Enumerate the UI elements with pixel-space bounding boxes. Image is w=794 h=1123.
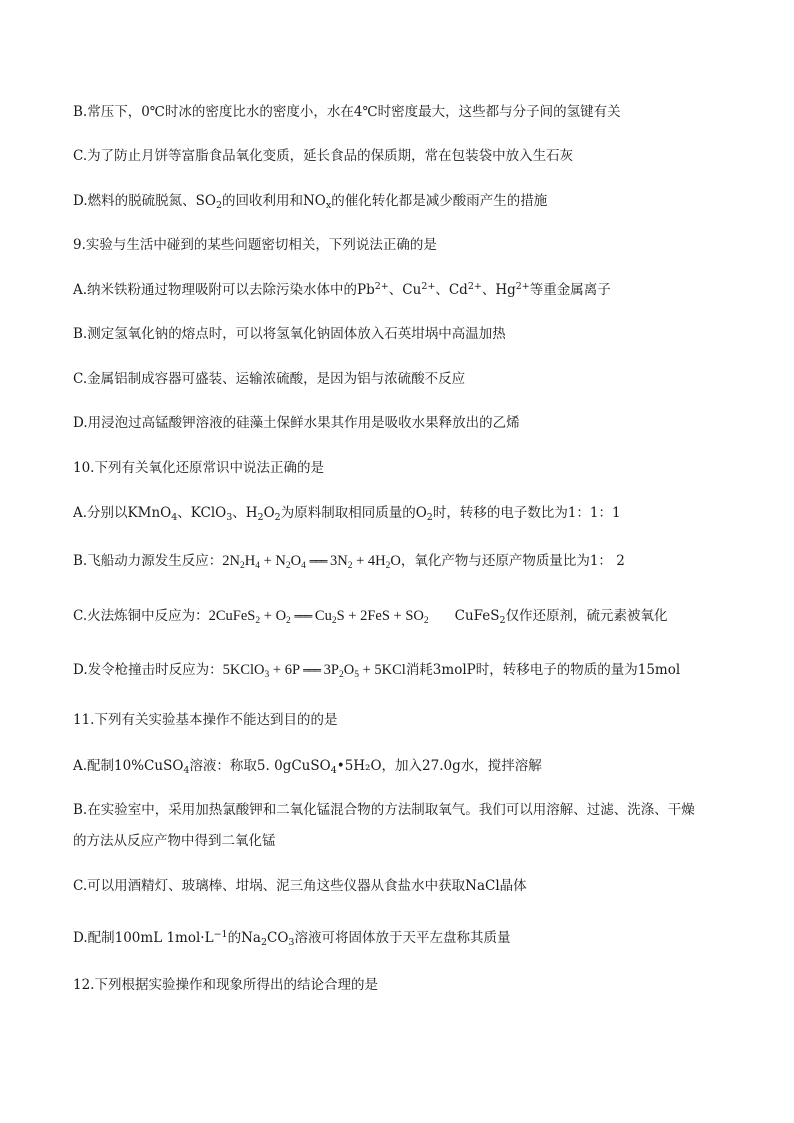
option-8d: D.燃料的脱硫脱氮、$SO_2$的回收利用和$NO_x$的催化转化都是减少酸雨产生的措施 [73, 193, 548, 211]
option-9b: B.测定氢氧化钠的熔点时，可以将氢氧化钠固体放入石英坩埚中高温加热 [73, 326, 506, 342]
equals-sign: ═══ [309, 555, 327, 568]
option-11b-line2: 的方法从反应产物中得到二氧化锰 [73, 833, 276, 849]
option-10b: B.飞船动力源发生反应：$2N_2H_4 + N_2O_4$ ═══ $3N_2 + 4H_2O$，氧化产物与还原产物质量比为1： 2 [73, 553, 625, 571]
option-8b: B.常压下，0℃时冰的密度比水的密度小，水在4℃时密度最大，这些都与分子间的氢键有关 [73, 104, 621, 120]
option-10a: A.分别以KMnO$_4$、KClO$_3$、$H_2O_2$为原料制取相同质量的$O_2$时，转移的电子数比为1：1：1 [73, 505, 621, 523]
question-12: 12.下列根据实验操作和现象所得出的结论合理的是 [73, 977, 378, 993]
equals-sign: ═══ [294, 610, 312, 623]
option-11d: D.配制100mL $1mol\cdot L^{-1}$的$Na_2CO_3$溶液可将固体放于天平左盘称其质量 [73, 929, 511, 948]
option-9d: D.用浸泡过高锰酸钾溶液的硅藻土保鲜水果其作用是吸收水果释放出的乙烯 [73, 415, 520, 431]
equation-d10: 5KClO$_3$ + 6P ═══ $3P_2O_5 + 5KCl$ [222, 662, 406, 680]
option-9a: A.纳米铁粉通过物理吸附可以去除污染水体中的$Pb^{2+}$、$Cu^{2+}$、$Cd^{2+}$、$Hg^{2+}$等重金属离子 [73, 281, 611, 298]
equation-c10: 2CuFeS$_2$ + $O_2$ ═══ $Cu_2S + 2FeS + SO_2$ [208, 608, 429, 626]
option-11a: A.配制10%CuSO$_4$溶液：称取5. 0gCuSO$_4$•5H₂O，加入27.0g水，搅拌溶解 [73, 758, 542, 776]
question-11: 11.下列有关实验基本操作不能达到目的的是 [73, 712, 338, 728]
option-11b-line1: B.在实验室中，采用加热氯酸钾和二氧化锰混合物的方法制取氧气。我们可以用溶解、过滤、洗涤、干燥 [73, 802, 695, 818]
option-8c: C.为了防止月饼等富脂食品氧化变质，延长食品的保质期，常在包装袋中放入生石灰 [73, 148, 574, 164]
question-9: 9.实验与生活中碰到的某些问题密切相关，下列说法正确的是 [73, 237, 437, 253]
option-10c: C.火法炼铜中反应为：2CuFeS$_2$ + $O_2$ ═══ $Cu_2S + 2FeS + SO_2$ CuFeS$_2$仅作还原剂，硫元素被氧化 [73, 608, 668, 626]
option-9c: C.金属铝制成容器可盛装、运输浓硫酸，是因为铝与浓硫酸不反应 [73, 371, 466, 387]
question-10: 10.下列有关氧化还原常识中说法正确的是 [73, 460, 324, 476]
equals-sign: ═══ [303, 664, 321, 677]
option-10d: D.发令枪撞击时反应为：5KClO$_3$ + 6P ═══ $3P_2O_5 + 5KCl$消耗3molP时，转移电子的物质的量为15mol [73, 662, 681, 680]
option-11c: C.可以用酒精灯、玻璃棒、坩埚、泥三角这些仪器从食盐水中获取NaCl晶体 [73, 878, 527, 894]
equation-b10: $2N_2H_4 + N_2O_4$ ═══ $3N_2 + 4H_2O$ [222, 553, 401, 571]
